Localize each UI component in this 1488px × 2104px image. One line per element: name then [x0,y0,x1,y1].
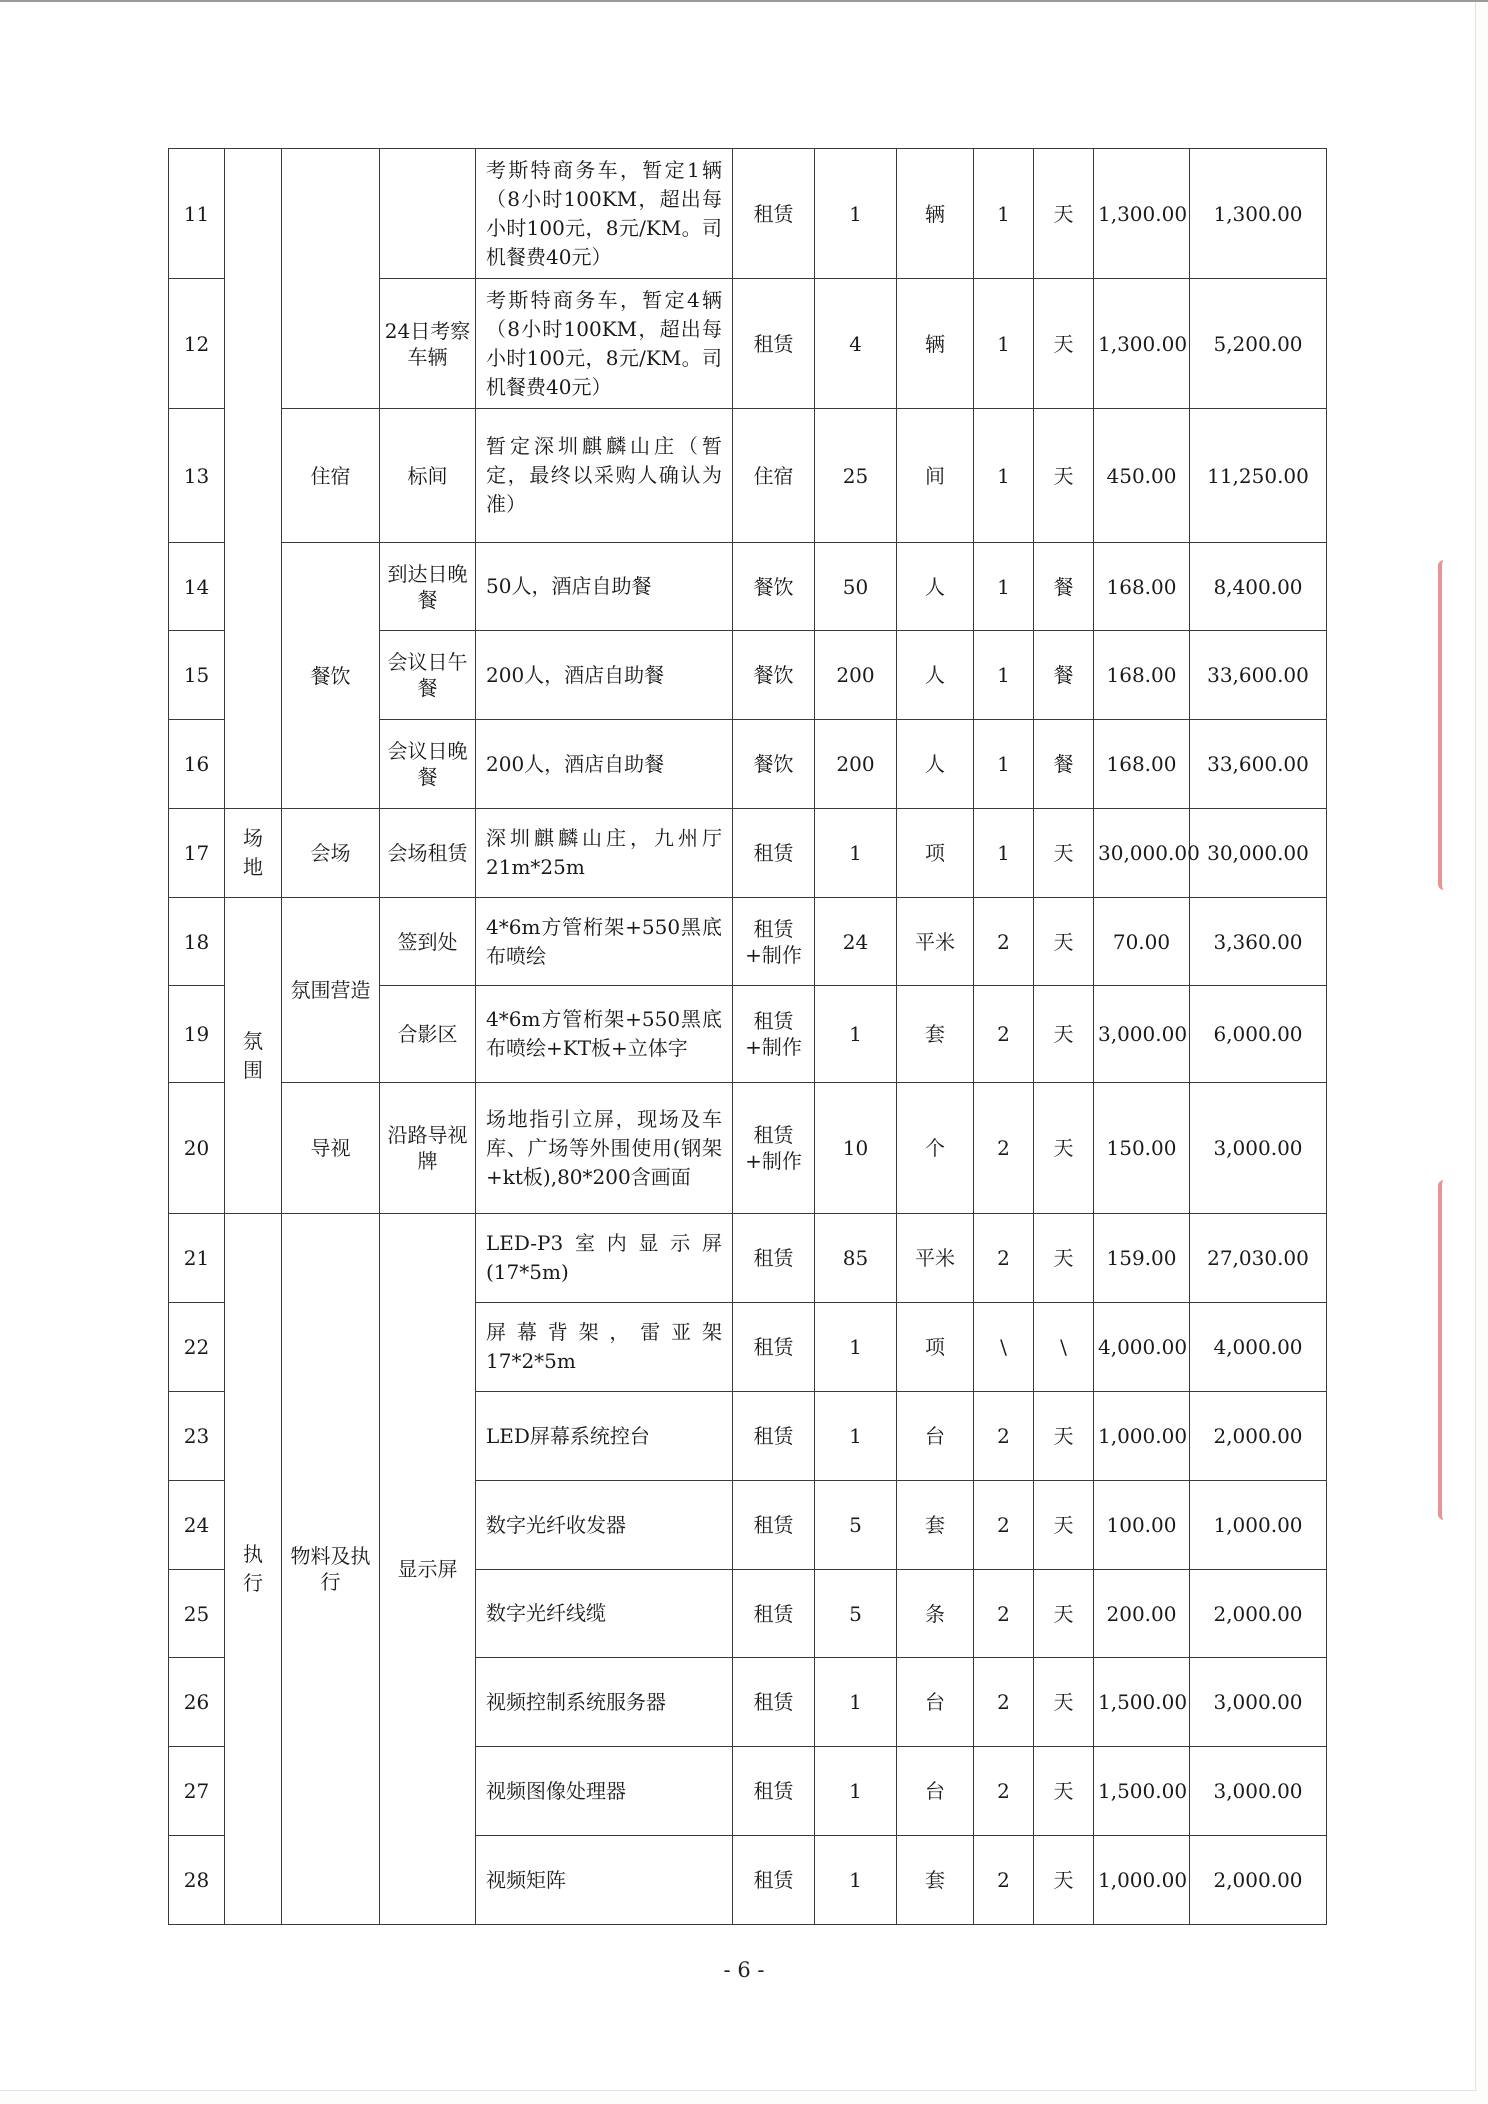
type: 餐饮 [733,631,815,720]
type: 租赁 [733,1836,815,1925]
item-name: 会场租赁 [380,809,476,898]
duration: 2 [974,1658,1034,1747]
quantity: 25 [815,409,897,543]
quantity: 5 [815,1570,897,1658]
duration-unit: 餐 [1034,720,1094,809]
duration-unit: 天 [1034,1083,1094,1214]
row-number: 15 [169,631,225,720]
subcategory-name: 会场 [282,809,380,898]
description: 200人，酒店自助餐 [476,631,733,720]
total-price: 3,000.00 [1190,1083,1327,1214]
item-name: 签到处 [380,898,476,986]
duration-unit: 天 [1034,149,1094,279]
item-name: 会议日午餐 [380,631,476,720]
description: 4*6m方管桁架+550黑底布喷绘+KT板+立体字 [476,986,733,1083]
unit-price: 1,500.00 [1094,1747,1190,1836]
duration-unit: 天 [1034,898,1094,986]
duration: 2 [974,1836,1034,1925]
duration: 1 [974,279,1034,409]
scan-top-border [0,0,1488,2]
type: 租赁+制作 [733,986,815,1083]
row-number: 24 [169,1481,225,1570]
duration-unit: 天 [1034,409,1094,543]
subcategory-name: 氛围营造 [282,898,380,1083]
description: 暂定深圳麒麟山庄（暂定，最终以采购人确认为准） [476,409,733,543]
unit: 套 [897,1481,974,1570]
duration-unit: 天 [1034,1214,1094,1303]
unit-price: 1,000.00 [1094,1836,1190,1925]
category-name [225,809,282,898]
subcategory-cell-empty [282,149,380,409]
category-name [225,898,282,1214]
table-row [169,409,1327,543]
unit-price: 1,300.00 [1094,149,1190,279]
table-row [169,898,1327,986]
table-row [169,149,1327,279]
duration: 1 [974,809,1034,898]
unit: 台 [897,1747,974,1836]
row-number: 26 [169,1658,225,1747]
unit: 间 [897,409,974,543]
duration-unit: 天 [1034,1481,1094,1570]
description: 深圳麒麟山庄，九州厅21m*25m [476,809,733,898]
row-number: 14 [169,543,225,631]
category-label-atmosphere: 氛围 [243,1028,263,1082]
duration: 1 [974,631,1034,720]
description: 视频矩阵 [476,1836,733,1925]
duration: 2 [974,898,1034,986]
unit-price: 150.00 [1094,1083,1190,1214]
description: 考斯特商务车，暂定4辆（8小时100KM，超出每小时100元，8元/KM。司机餐费40元） [476,279,733,409]
unit: 平米 [897,898,974,986]
unit-price: 30,000.00 [1094,809,1190,898]
quantity: 1 [815,1658,897,1747]
quantity: 1 [815,986,897,1083]
total-price: 5,200.00 [1190,279,1327,409]
row-number: 16 [169,720,225,809]
duration: \ [974,1303,1034,1392]
unit: 人 [897,543,974,631]
type: 租赁 [733,279,815,409]
row-number: 22 [169,1303,225,1392]
total-price: 4,000.00 [1190,1303,1327,1392]
duration-unit: 天 [1034,809,1094,898]
item-name: 合影区 [380,986,476,1083]
unit-price: 168.00 [1094,543,1190,631]
subcategory-name: 导视 [282,1083,380,1214]
quantity: 1 [815,149,897,279]
description: 4*6m方管桁架+550黑底布喷绘 [476,898,733,986]
unit-price: 1,000.00 [1094,1392,1190,1481]
row-number: 19 [169,986,225,1083]
total-price: 2,000.00 [1190,1570,1327,1658]
duration: 2 [974,1481,1034,1570]
item-name: 到达日晚餐 [380,543,476,631]
duration-unit: 天 [1034,1392,1094,1481]
unit: 台 [897,1392,974,1481]
total-price: 3,360.00 [1190,898,1327,986]
duration-unit: 餐 [1034,631,1094,720]
category-cell-empty [225,149,282,809]
type: 租赁 [733,1658,815,1747]
duration: 1 [974,149,1034,279]
subcategory-name: 餐饮 [282,543,380,809]
description: 屏幕背架，雷亚架17*2*5m [476,1303,733,1392]
total-price: 2,000.00 [1190,1392,1327,1481]
type: 租赁+制作 [733,1083,815,1214]
duration: 2 [974,1392,1034,1481]
unit-price: 168.00 [1094,631,1190,720]
item-name: 显示屏 [380,1214,476,1925]
duration-unit: 天 [1034,1658,1094,1747]
unit-price: 200.00 [1094,1570,1190,1658]
quantity: 10 [815,1083,897,1214]
table-row [169,1214,1327,1303]
row-number: 20 [169,1083,225,1214]
row-number: 11 [169,149,225,279]
seal-stamp-mark [1438,560,1478,890]
unit-price: 450.00 [1094,409,1190,543]
unit: 人 [897,631,974,720]
row-number: 17 [169,809,225,898]
type: 餐饮 [733,543,815,631]
quantity: 50 [815,543,897,631]
item-name: 24日考察车辆 [380,279,476,409]
unit: 人 [897,720,974,809]
type: 租赁+制作 [733,898,815,986]
quantity: 1 [815,1747,897,1836]
subcategory-name: 物料及执行 [282,1214,380,1925]
type: 租赁 [733,149,815,279]
description: 200人，酒店自助餐 [476,720,733,809]
duration-unit: 餐 [1034,543,1094,631]
row-number: 18 [169,898,225,986]
duration: 1 [974,409,1034,543]
duration: 2 [974,1214,1034,1303]
total-price: 33,600.00 [1190,720,1327,809]
table-row [169,543,1327,631]
duration: 1 [974,720,1034,809]
duration-unit: 天 [1034,1570,1094,1658]
type: 餐饮 [733,720,815,809]
unit-price: 70.00 [1094,898,1190,986]
quantity: 85 [815,1214,897,1303]
subcategory-name: 住宿 [282,409,380,543]
row-number: 13 [169,409,225,543]
total-price: 3,000.00 [1190,1747,1327,1836]
type: 租赁 [733,809,815,898]
unit: 辆 [897,149,974,279]
duration: 2 [974,986,1034,1083]
unit: 平米 [897,1214,974,1303]
type: 租赁 [733,1303,815,1392]
total-price: 33,600.00 [1190,631,1327,720]
total-price: 2,000.00 [1190,1836,1327,1925]
total-price: 27,030.00 [1190,1214,1327,1303]
quotation-table [168,148,1327,1925]
description: LED屏幕系统控台 [476,1392,733,1481]
quantity: 5 [815,1481,897,1570]
item-name: 标间 [380,409,476,543]
duration: 2 [974,1083,1034,1214]
unit: 套 [897,1836,974,1925]
row-number: 21 [169,1214,225,1303]
row-number: 23 [169,1392,225,1481]
unit: 个 [897,1083,974,1214]
quantity: 24 [815,898,897,986]
unit-price: 1,300.00 [1094,279,1190,409]
type: 租赁 [733,1392,815,1481]
unit: 台 [897,1658,974,1747]
unit: 项 [897,1303,974,1392]
unit: 套 [897,986,974,1083]
duration-unit: \ [1034,1303,1094,1392]
quantity: 1 [815,1303,897,1392]
total-price: 30,000.00 [1190,809,1327,898]
description: 50人，酒店自助餐 [476,543,733,631]
category-name [225,1214,282,1925]
description: 视频控制系统服务器 [476,1658,733,1747]
category-label-execution: 执行 [243,1542,263,1595]
total-price: 6,000.00 [1190,986,1327,1083]
total-price: 3,000.00 [1190,1658,1327,1747]
quantity: 200 [815,631,897,720]
seal-stamp-mark [1438,1180,1478,1520]
type: 租赁 [733,1481,815,1570]
quantity: 1 [815,1836,897,1925]
duration: 1 [974,543,1034,631]
row-number: 25 [169,1570,225,1658]
quantity: 4 [815,279,897,409]
item-name: 沿路导视牌 [380,1083,476,1214]
description: 视频图像处理器 [476,1747,733,1836]
table-row [169,1083,1327,1214]
unit-price: 3,000.00 [1094,986,1190,1083]
table-row [169,809,1327,898]
type: 住宿 [733,409,815,543]
total-price: 8,400.00 [1190,543,1327,631]
duration-unit: 天 [1034,1747,1094,1836]
total-price: 11,250.00 [1190,409,1327,543]
quantity: 200 [815,720,897,809]
row-number: 27 [169,1747,225,1836]
item-cell-empty [380,149,476,279]
quantity: 1 [815,809,897,898]
description: LED-P3室内显示屏(17*5m) [476,1214,733,1303]
description: 数字光纤收发器 [476,1481,733,1570]
unit-price: 4,000.00 [1094,1303,1190,1392]
total-price: 1,000.00 [1190,1481,1327,1570]
unit: 辆 [897,279,974,409]
unit: 条 [897,1570,974,1658]
duration: 2 [974,1570,1034,1658]
category-label-venue: 场地 [243,826,263,879]
type: 租赁 [733,1747,815,1836]
row-number: 28 [169,1836,225,1925]
description: 考斯特商务车，暂定1辆（8小时100KM，超出每小时100元，8元/KM。司机餐费40元） [476,149,733,279]
page-number: - 6 - [723,1958,765,1982]
duration: 2 [974,1747,1034,1836]
description: 场地指引立屏，现场及车库、广场等外围使用(钢架+kt板),80*200含画面 [476,1083,733,1214]
description: 数字光纤线缆 [476,1570,733,1658]
unit: 项 [897,809,974,898]
unit-price: 168.00 [1094,720,1190,809]
duration-unit: 天 [1034,986,1094,1083]
duration-unit: 天 [1034,279,1094,409]
row-number: 12 [169,279,225,409]
duration-unit: 天 [1034,1836,1094,1925]
unit-price: 100.00 [1094,1481,1190,1570]
type: 租赁 [733,1214,815,1303]
type: 租赁 [733,1570,815,1658]
quantity: 1 [815,1392,897,1481]
item-name: 会议日晚餐 [380,720,476,809]
unit-price: 1,500.00 [1094,1658,1190,1747]
total-price: 1,300.00 [1190,149,1327,279]
unit-price: 159.00 [1094,1214,1190,1303]
